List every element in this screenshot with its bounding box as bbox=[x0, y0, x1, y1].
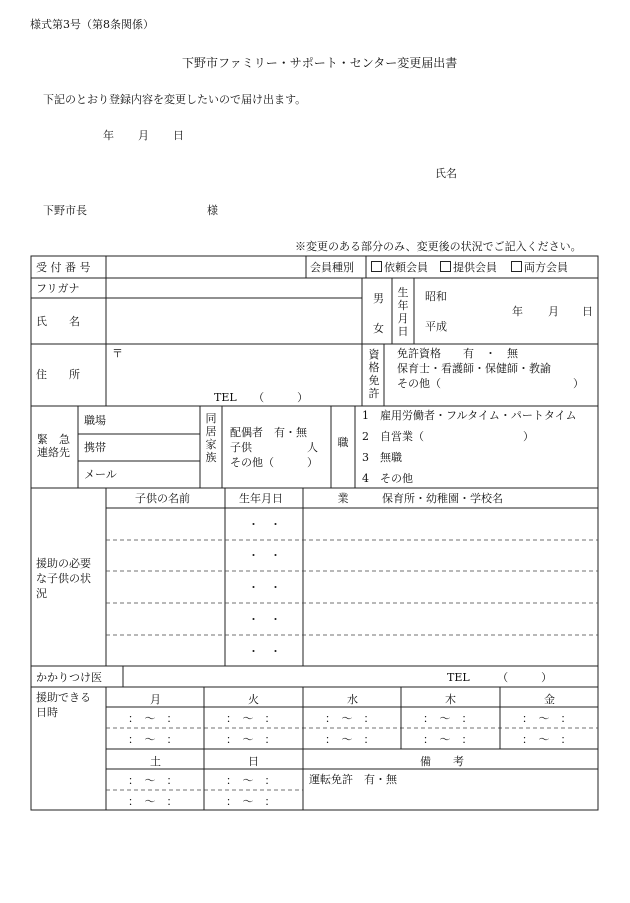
child-birth-dots: ・ ・ bbox=[248, 581, 281, 594]
checkbox-icon bbox=[440, 261, 451, 272]
cohabiting-family-label: 同居家族 bbox=[205, 412, 217, 464]
address-label: 住 所 bbox=[36, 368, 80, 381]
time-slot[interactable]: ： ～ ： bbox=[226, 733, 276, 746]
birth-month-label: 月 bbox=[548, 305, 559, 318]
time-slot[interactable]: ： ～ ： bbox=[226, 795, 276, 808]
time-slot[interactable]: ： ～ ： bbox=[128, 795, 178, 808]
day-fri: 金 bbox=[544, 693, 555, 706]
day-sun: 日 bbox=[248, 755, 259, 768]
birth-year-label: 年 bbox=[512, 305, 523, 318]
applicant-name-label: 氏名 bbox=[435, 167, 457, 180]
license-label: 資格免許 bbox=[368, 348, 380, 400]
time-slot[interactable]: ： ～ ： bbox=[423, 712, 473, 725]
day-tue: 火 bbox=[248, 693, 259, 706]
addressee: 下野市長 bbox=[43, 204, 87, 217]
remarks-label: 備 考 bbox=[420, 755, 464, 768]
time-slot[interactable]: ： ～ ： bbox=[128, 774, 178, 787]
doctor-tel: TEL （ ） bbox=[447, 671, 553, 684]
available-times-label: 援助できる 日時 bbox=[36, 691, 91, 719]
col-child-name: 子供の名前 bbox=[135, 492, 190, 505]
child-birth-dots: ・ ・ bbox=[248, 645, 281, 658]
time-slot[interactable]: ： ～ ： bbox=[128, 712, 178, 725]
job-option-3[interactable]: 3 無職 bbox=[362, 451, 402, 464]
time-slot[interactable]: ： ～ ： bbox=[325, 712, 375, 725]
checkbox-icon bbox=[511, 261, 522, 272]
address-tel: TEL （ ） bbox=[214, 391, 309, 404]
time-slot[interactable]: ： ～ ： bbox=[128, 733, 178, 746]
day-thu: 木 bbox=[445, 693, 456, 706]
day-sat: 土 bbox=[150, 755, 161, 768]
col-child-birth: 生年月日 bbox=[239, 492, 283, 505]
license-other[interactable]: その他（ ） bbox=[397, 377, 584, 390]
time-slot[interactable]: ： ～ ： bbox=[522, 733, 572, 746]
birth-day-label: 日 bbox=[582, 305, 593, 318]
job-option-1[interactable]: 1 雇用労働者・フルタイム・パートタイム bbox=[362, 409, 577, 422]
intro-text: 下記のとおり登録内容を変更したいので届け出ます。 bbox=[43, 93, 307, 106]
mobile-label: 携帯 bbox=[84, 441, 106, 454]
era-showa[interactable]: 昭和 bbox=[425, 290, 447, 303]
birthdate-label: 生年月日 bbox=[397, 286, 409, 338]
emergency-contact-label: 緊 急 連絡先 bbox=[37, 433, 70, 459]
option-both-member[interactable]: 両方会員 bbox=[511, 261, 568, 274]
date-month-label: 月 bbox=[138, 129, 149, 142]
license-types[interactable]: 保育士・看護師・保健師・教諭 bbox=[397, 362, 551, 375]
mail-label: メール bbox=[84, 468, 117, 481]
reception-number-label: 受 付 番 号 bbox=[36, 261, 91, 274]
spouse-yes-no[interactable]: 配偶者 有・無 bbox=[230, 426, 307, 439]
name-label: 氏 名 bbox=[36, 315, 80, 328]
option-request-member[interactable]: 依頼会員 bbox=[371, 261, 428, 274]
job-option-2[interactable]: 2 自営業（ ） bbox=[362, 430, 534, 443]
era-heisei[interactable]: 平成 bbox=[425, 320, 447, 333]
children-count: 子供 人 bbox=[230, 441, 318, 454]
postal-mark: 〒 bbox=[112, 347, 123, 360]
time-slot[interactable]: ： ～ ： bbox=[226, 774, 276, 787]
day-mon: 月 bbox=[150, 693, 161, 706]
license-yes-no[interactable]: 免許資格 有 ・ 無 bbox=[397, 347, 518, 360]
workplace-label: 職場 bbox=[84, 414, 106, 427]
date-year-label: 年 bbox=[103, 129, 114, 142]
family-other: その他（ ） bbox=[230, 456, 318, 469]
member-type-label: 会員種別 bbox=[310, 261, 354, 274]
occupation-label: 職業 bbox=[337, 436, 349, 505]
checkbox-icon bbox=[371, 261, 382, 272]
driving-license[interactable]: 運転免許 有・無 bbox=[309, 773, 397, 786]
instruction-note: ※変更のある部分のみ、変更後の状況でご記入ください。 bbox=[295, 240, 582, 253]
gender-female[interactable]: 女 bbox=[373, 322, 384, 335]
child-birth-dots: ・ ・ bbox=[248, 613, 281, 626]
form-number: 様式第3号（第8条関係） bbox=[30, 18, 154, 31]
child-birth-dots: ・ ・ bbox=[248, 549, 281, 562]
children-needing-help-label: 援助の必要 な子供の状 況 bbox=[36, 557, 91, 600]
page-title: 下野市ファミリー・サポート・センター変更届出書 bbox=[182, 56, 458, 70]
honorific: 様 bbox=[207, 204, 218, 217]
time-slot[interactable]: ： ～ ： bbox=[522, 712, 572, 725]
option-provider-member[interactable]: 提供会員 bbox=[440, 261, 497, 274]
time-slot[interactable]: ： ～ ： bbox=[423, 733, 473, 746]
job-option-4[interactable]: 4 その他 bbox=[362, 472, 413, 485]
furigana-label: フリガナ bbox=[36, 282, 80, 295]
col-school-name: 保育所・幼稚園・学校名 bbox=[382, 492, 503, 505]
family-doctor-label: かかりつけ医 bbox=[36, 671, 102, 684]
time-slot[interactable]: ： ～ ： bbox=[226, 712, 276, 725]
date-day-label: 日 bbox=[173, 129, 184, 142]
child-birth-dots: ・ ・ bbox=[248, 518, 281, 531]
gender-male[interactable]: 男 bbox=[373, 292, 384, 305]
time-slot[interactable]: ： ～ ： bbox=[325, 733, 375, 746]
day-wed: 水 bbox=[347, 693, 358, 706]
